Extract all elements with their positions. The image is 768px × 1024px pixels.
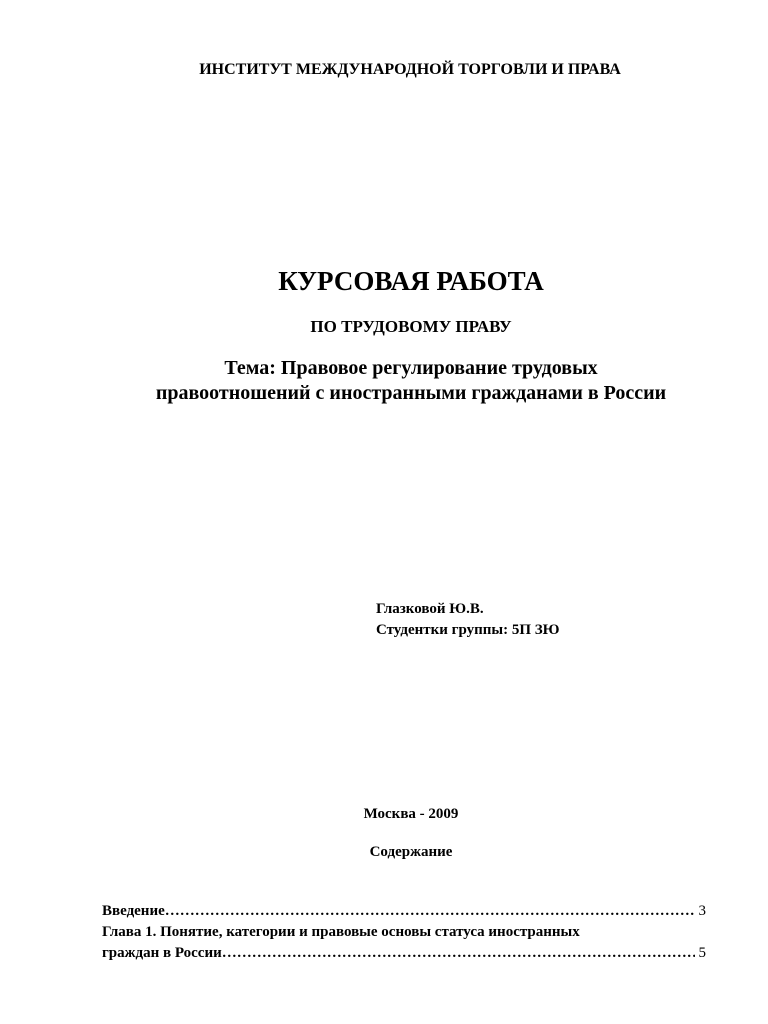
work-type-title: КУРСОВАЯ РАБОТА: [278, 266, 544, 296]
author-group: Студентки группы: 5П ЗЮ: [376, 622, 560, 638]
institute-name: ИНСТИТУТ МЕЖДУНАРОДНОЙ ТОРГОВЛИ И ПРАВА: [199, 61, 621, 78]
contents-heading: Содержание: [369, 844, 453, 860]
toc-entry-label: граждан в России: [102, 945, 222, 961]
toc-entry-introduction: [102, 901, 706, 922]
toc-entry-chapter1-line2: [102, 943, 706, 964]
author-name: Глазковой Ю.В.: [376, 601, 484, 617]
topic-line-2: правоотношений с иностранными гражданами в России: [155, 382, 667, 404]
subject-line: ПО ТРУДОВОМУ ПРАВУ: [310, 317, 512, 336]
topic-block: [0, 356, 768, 406]
toc-leader-dots: [222, 943, 695, 964]
toc-entry-chapter1-line1: Глава 1. Понятие, категории и правовые основы статуса иностранных: [102, 924, 580, 940]
table-of-contents: [102, 901, 706, 964]
author-block: [376, 599, 560, 641]
toc-leader-dots: [165, 901, 695, 922]
topic-line-1: Тема: Правовое регулирование трудовых: [224, 357, 598, 379]
toc-page-number: 3: [698, 903, 706, 919]
city-year: Москва - 2009: [363, 806, 459, 822]
toc-page-number: 5: [698, 945, 706, 961]
toc-entry-label: Введение: [102, 903, 165, 919]
